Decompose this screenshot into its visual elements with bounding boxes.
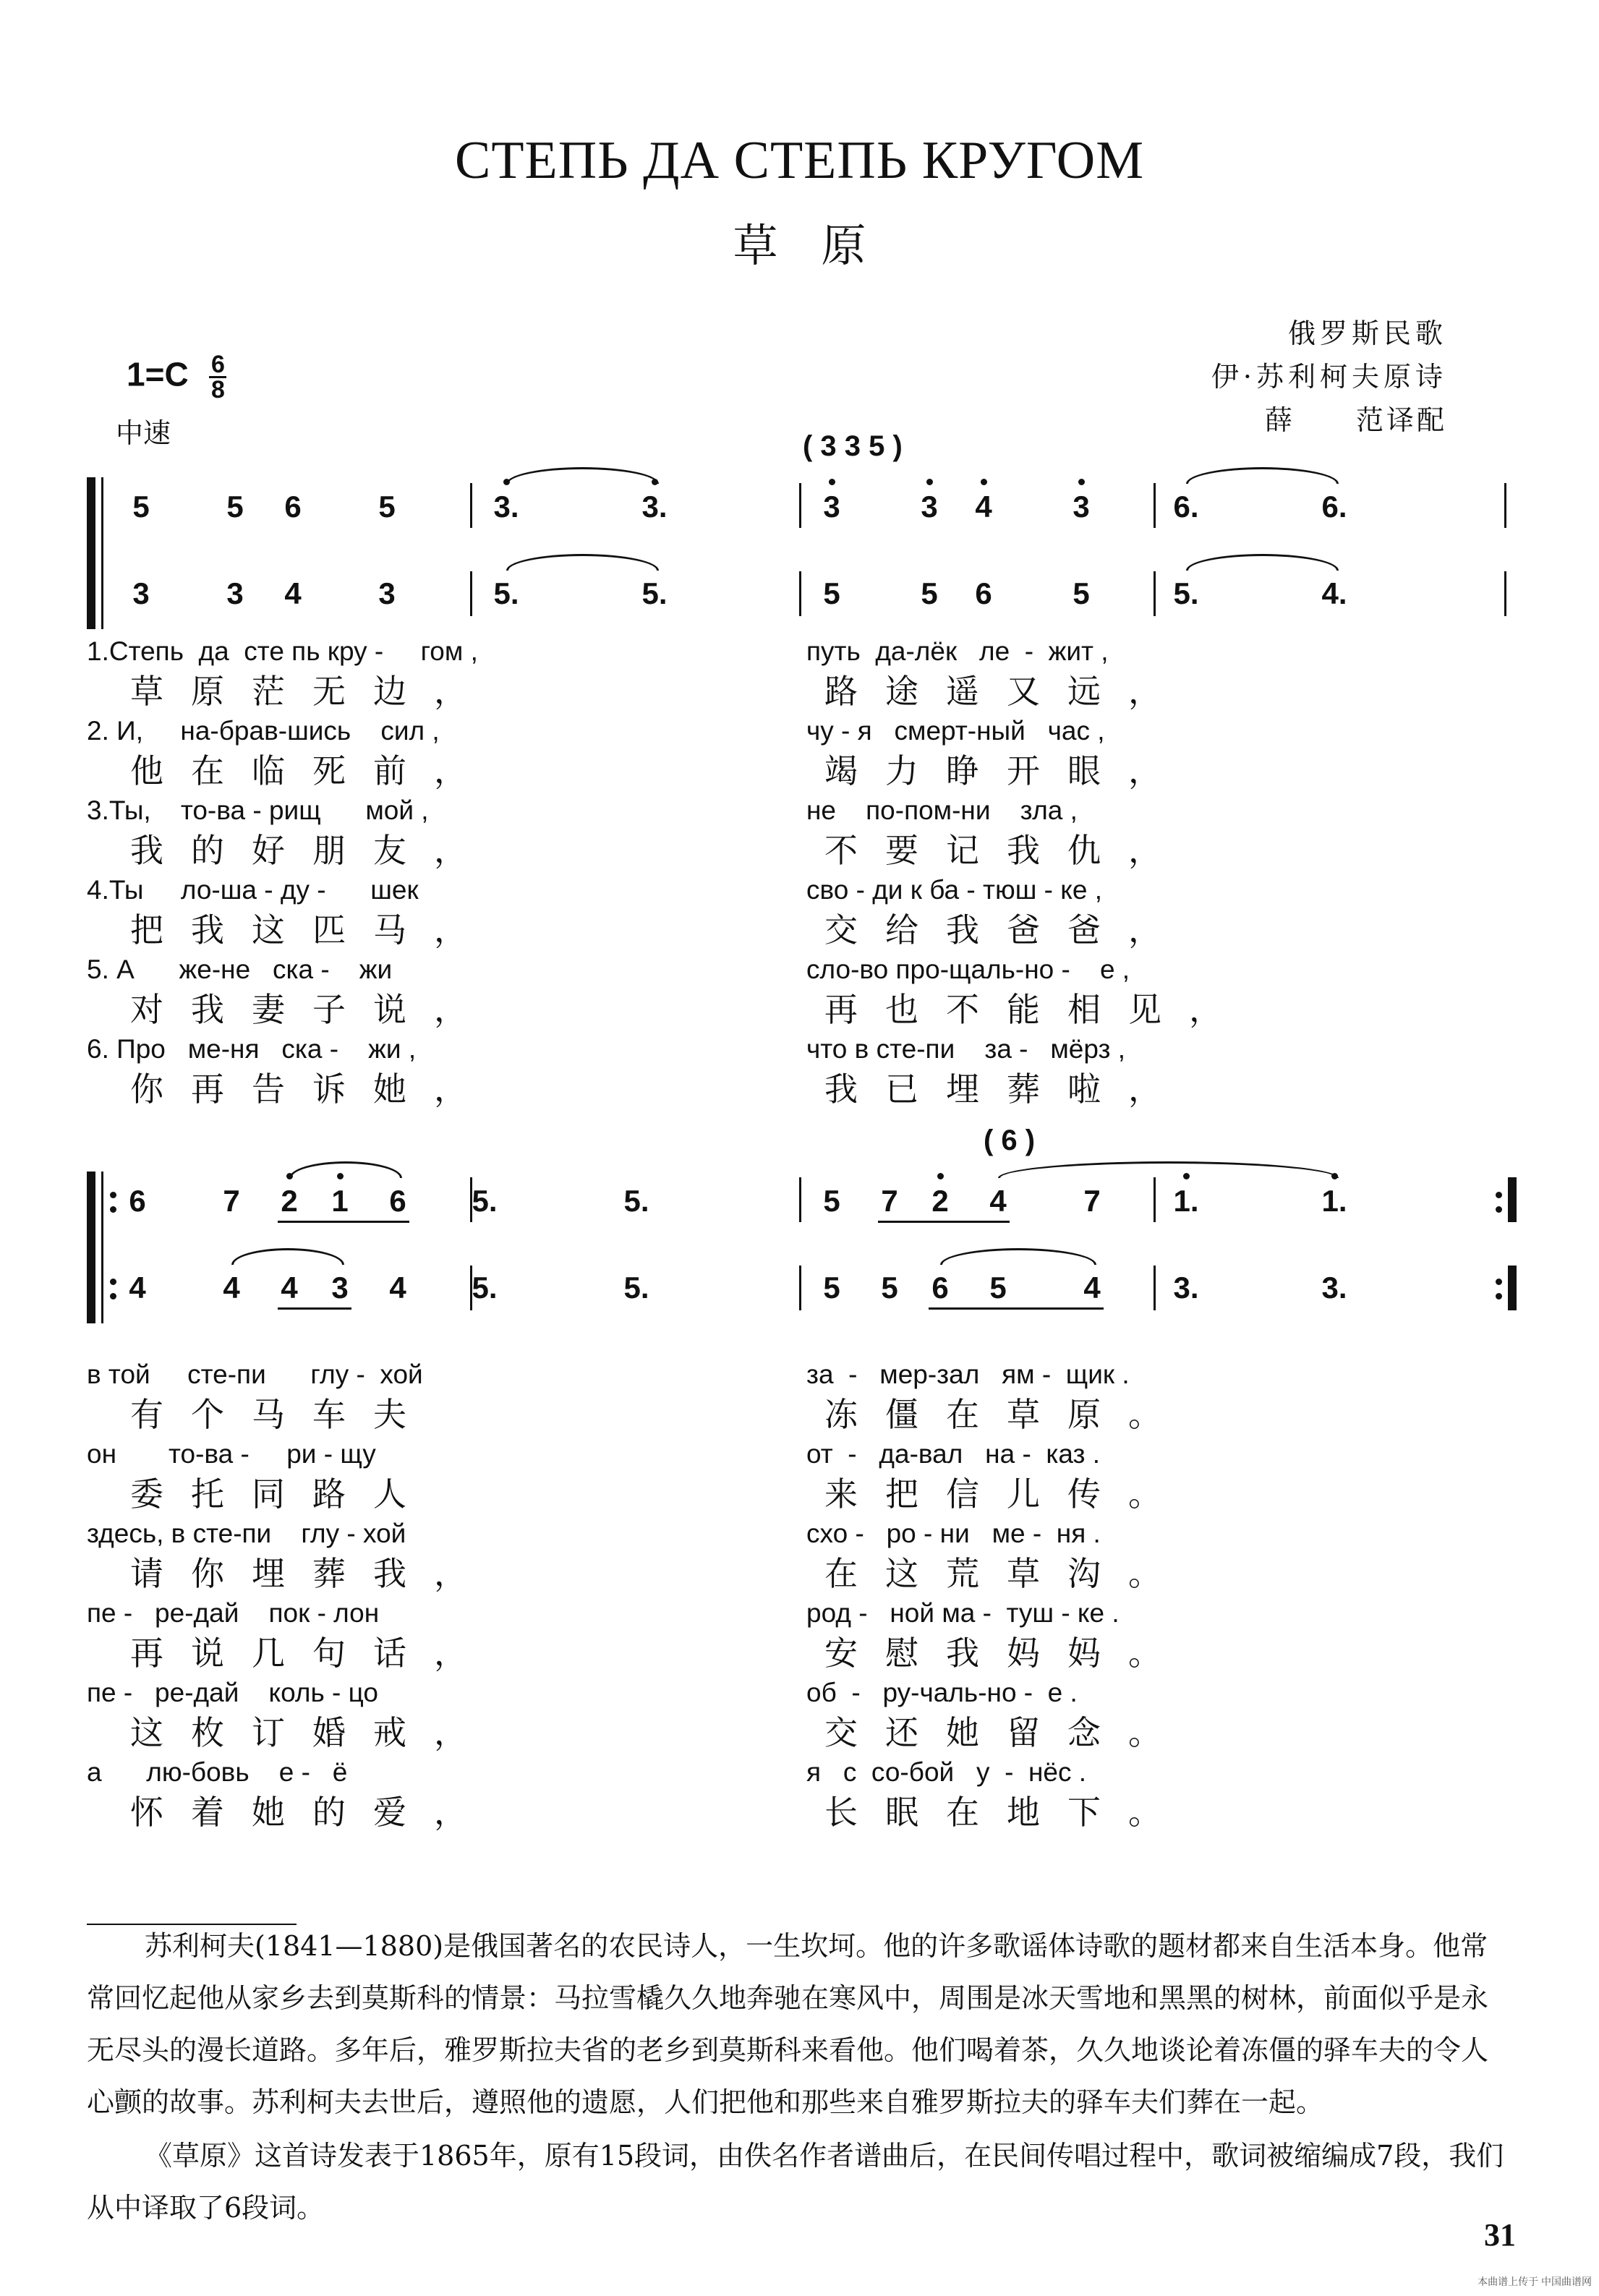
upper-note: 5	[226, 490, 244, 524]
key-signature: 1=C $\frac{6}{8}$	[127, 353, 226, 401]
lower-note: 3	[378, 576, 396, 610]
lower-note: 6	[931, 1271, 949, 1305]
lower-note: 4	[223, 1271, 240, 1305]
lyric-chinese-a: 他在临死前，	[130, 751, 495, 790]
footnote-paragraph-1: 苏利柯夫(1841—1880)是俄国著名的农民诗人，一生坎坷。他的许多歌谣体诗歌的题材都来自生活本身。他常常回忆起他从家乡去到莫斯科的情景：马拉雪橇久久地奔驰在寒风中，周围是冰天雪地和黑黑的树林，前面似乎是永无尽头的漫长道路。多年后，雅罗斯拉夫省的老乡到莫斯科来看他。他们喝着茶，久久地谈论着冻僵的驿车夫的令人心颤的故事。苏利柯夫去世后，遵照他的遗愿，人们把他和那些来自雅罗斯拉夫的驿车夫们葬在一起。	[87, 1930, 1489, 2118]
lyric-russian-a: в той сте-пи глу - хой	[87, 1360, 423, 1389]
lyric-chinese-a: 这枚订婚戒，	[130, 1713, 495, 1752]
lyric-chinese-a: 对我妻子说，	[130, 990, 495, 1029]
time-signature: $\frac{6}{8}$	[209, 353, 226, 401]
repeat-dot	[110, 1206, 116, 1213]
upper-note: 7	[881, 1184, 898, 1218]
lyric-russian-a: он то-ва - ри - щу	[87, 1439, 376, 1469]
lyric-chinese-b: 长眠在地下。	[824, 1793, 1189, 1832]
tie-arc	[1186, 554, 1339, 571]
beam-line	[278, 1307, 351, 1310]
octave-dot	[926, 479, 933, 485]
bar-line	[1154, 571, 1156, 616]
lower-note: 3	[331, 1271, 349, 1305]
bar-line	[1504, 483, 1506, 528]
lyric-russian-b: путь да-лёк ле - жит ,	[806, 636, 1109, 666]
beam-line	[278, 1221, 409, 1223]
octave-dot	[1078, 479, 1085, 485]
bar-line	[799, 571, 801, 616]
repeat-dot	[1496, 1279, 1502, 1285]
lyric-russian-b: что в сте-пи за - мёрз ,	[806, 1034, 1126, 1064]
upper-note: 6	[284, 490, 302, 524]
lower-note: 5	[823, 576, 840, 610]
upper-note: 5.	[623, 1184, 649, 1218]
upper-note: 4	[975, 490, 992, 524]
lyric-chinese-b: 不要记我仇，	[824, 831, 1189, 870]
tie-arc	[940, 1248, 1096, 1265]
upper-note: 3.	[641, 490, 668, 524]
footnote-paragraph-2: 《草原》这首诗发表于1865年，原有15段词，由佚名作者谱曲后，在民间传唱过程中，歌词被缩编成7段，我们从中译取了6段词。	[87, 2140, 1504, 2224]
lower-note: 3	[226, 576, 244, 610]
lyric-russian-b: чу - я смерт-ный час ,	[806, 716, 1105, 746]
upper-note: 3.	[493, 490, 519, 524]
lower-note: 5.	[623, 1271, 649, 1305]
lyric-chinese-b: 在这荒草沟。	[824, 1554, 1189, 1593]
upper-note: 2	[931, 1184, 949, 1218]
lyric-chinese-a: 请你埋葬我，	[130, 1554, 495, 1593]
lyric-russian-a: 4.Ты ло-ша - ду - шек	[87, 875, 419, 905]
upper-note: 6	[129, 1184, 146, 1218]
lyric-chinese-b: 再也不能相见，	[824, 990, 1250, 1029]
lyric-chinese-a: 草原茫无边，	[130, 672, 495, 711]
upper-note: 3	[921, 490, 938, 524]
lower-note: 4.	[1321, 576, 1347, 610]
lyric-chinese-b: 来把信儿传。	[824, 1475, 1189, 1514]
lower-note: 5.	[493, 576, 519, 610]
upper-note: 6.	[1321, 490, 1347, 524]
lyric-chinese-a: 再说几句话，	[130, 1634, 495, 1673]
upper-note: 4	[989, 1184, 1007, 1218]
watermark: 本曲谱上传于 中国曲谱网	[1478, 2276, 1592, 2287]
final-bar	[1508, 1266, 1517, 1310]
lyric-chinese-b: 我已埋葬啦，	[824, 1070, 1189, 1109]
system-bracket	[87, 477, 95, 629]
credit-poet: 伊·苏利柯夫原诗	[1211, 361, 1447, 393]
lyric-russian-b: об - ру-чаль-но - е .	[806, 1678, 1078, 1707]
lyric-russian-a: 2. И, на-брав-шись сил ,	[87, 716, 440, 746]
lyric-russian-a: 1.Степь да сте пь кру - гом ,	[87, 636, 478, 666]
upper-note: 1	[331, 1184, 349, 1218]
repeat-dot	[110, 1293, 116, 1299]
lyric-russian-b: за - мер-зал ям - щик .	[806, 1360, 1130, 1389]
octave-dot	[937, 1173, 944, 1179]
alternate-notes: ( 3 3 5 )	[803, 430, 903, 462]
lower-note: 4	[284, 576, 302, 610]
lyric-chinese-a: 委托同路人	[130, 1475, 434, 1514]
lyric-russian-a: 6. Про ме-ня ска - жи ,	[87, 1034, 417, 1064]
tie-arc	[506, 467, 659, 484]
upper-note: 6	[389, 1184, 406, 1218]
tie-arc	[1186, 467, 1339, 484]
lyric-russian-b: я с со-бой у - нёс .	[806, 1757, 1087, 1787]
system-bracket-line	[101, 1172, 103, 1323]
upper-note: 5	[823, 1184, 840, 1218]
lyric-russian-a: пе - ре-дай коль - цо	[87, 1678, 378, 1707]
lyric-chinese-b: 冻僵在草原。	[824, 1395, 1189, 1434]
lyric-russian-a: а лю-бовь е - ё	[87, 1757, 348, 1787]
lyric-chinese-a: 怀着她的爱，	[130, 1793, 495, 1832]
song-subtitle: 草原	[733, 219, 910, 272]
upper-note: 5	[132, 490, 150, 524]
lower-note: 5.	[472, 1271, 498, 1305]
lyric-chinese-a: 我的好朋友，	[130, 831, 495, 870]
upper-note: 7	[1083, 1184, 1101, 1218]
repeat-dot	[110, 1192, 116, 1198]
upper-note: 3	[823, 490, 840, 524]
bar-line	[1504, 571, 1506, 616]
lower-note: 4	[389, 1271, 406, 1305]
lyric-chinese-b: 交给我爸爸，	[824, 910, 1189, 949]
upper-note: 5.	[472, 1184, 498, 1218]
upper-note: 3	[1073, 490, 1090, 524]
tempo-marking: 中速	[116, 417, 171, 449]
lower-note: 5	[823, 1271, 840, 1305]
lower-note: 4	[281, 1271, 298, 1305]
lyric-russian-b: сло-во про-щаль-но - е ,	[806, 955, 1130, 984]
upper-note: 7	[223, 1184, 240, 1218]
lyric-russian-b: род - ной ма - туш - ке .	[806, 1598, 1120, 1628]
beam-line	[878, 1221, 1010, 1223]
tie-arc	[231, 1248, 344, 1265]
lower-note: 3.	[1173, 1271, 1199, 1305]
lower-note: 6	[975, 576, 992, 610]
lower-note: 5	[881, 1271, 898, 1305]
lyric-russian-b: сво - ди к ба - тюш - ке ,	[806, 875, 1103, 905]
lower-note: 4	[129, 1271, 146, 1305]
tie-arc	[289, 1161, 402, 1178]
lyric-chinese-b: 交还她留念。	[824, 1713, 1189, 1752]
lower-note: 5.	[641, 576, 668, 610]
lyric-russian-b: не по-пом-ни зла ,	[806, 795, 1078, 825]
bar-line	[799, 1177, 801, 1222]
bar-line	[799, 1266, 801, 1310]
lyric-chinese-b: 路途遥又远，	[824, 672, 1189, 711]
repeat-dot	[1496, 1192, 1502, 1198]
lyric-russian-a: пе - ре-дай пок - лон	[87, 1598, 380, 1628]
system-bracket	[87, 1172, 95, 1323]
tie-arc	[998, 1161, 1339, 1178]
repeat-dot	[1496, 1293, 1502, 1299]
tie-arc	[506, 554, 659, 571]
bar-line	[470, 571, 472, 616]
repeat-dot	[1496, 1206, 1502, 1213]
lower-note: 3	[132, 576, 150, 610]
lower-note: 3.	[1321, 1271, 1347, 1305]
lower-note: 5	[921, 576, 938, 610]
lyric-chinese-b: 竭力睁开眼，	[824, 751, 1189, 790]
upper-note: 2	[281, 1184, 298, 1218]
final-bar	[1508, 1177, 1517, 1222]
bar-line	[1154, 1266, 1156, 1310]
lyric-chinese-b: 安慰我妈妈。	[824, 1634, 1189, 1673]
lower-note: 5.	[1173, 576, 1199, 610]
lyric-chinese-a: 你再告诉她，	[130, 1070, 495, 1109]
lyric-russian-b: от - да-вал на - каз .	[806, 1439, 1101, 1469]
lyric-chinese-a: 有个马车夫	[130, 1395, 434, 1434]
bar-line	[1154, 1177, 1156, 1222]
lower-note: 4	[1083, 1271, 1101, 1305]
alternate-notes: ( 6 )	[984, 1124, 1036, 1156]
song-title: СТЕПЬ ДА СТЕПЬ КРУГОМ	[454, 131, 1145, 190]
lyric-chinese-a: 把我这匹马，	[130, 910, 495, 949]
beam-line	[929, 1307, 1104, 1310]
upper-note: 1.	[1321, 1184, 1347, 1218]
upper-note: 5	[378, 490, 396, 524]
lyric-russian-a: здесь, в сте-пи глу - хой	[87, 1519, 406, 1548]
bar-line	[1154, 483, 1156, 528]
upper-note: 6.	[1173, 490, 1199, 524]
octave-dot	[829, 479, 835, 485]
system-bracket-line	[101, 477, 103, 629]
lyric-russian-a: 5. А же-не ска - жи	[87, 955, 393, 984]
bar-line	[470, 483, 472, 528]
upper-note: 1.	[1173, 1184, 1199, 1218]
repeat-dot	[110, 1279, 116, 1285]
octave-dot	[981, 479, 987, 485]
page-number: 31	[1484, 2217, 1516, 2253]
lyric-russian-b: схо - ро - ни ме - ня .	[806, 1519, 1101, 1548]
credit-translator: 薛 范译配	[1264, 404, 1447, 436]
lower-note: 5	[1073, 576, 1090, 610]
bar-line	[799, 483, 801, 528]
credit-origin: 俄罗斯民歌	[1287, 317, 1447, 349]
lower-note: 5	[989, 1271, 1007, 1305]
lyric-russian-a: 3.Ты, то-ва - рищ мой ,	[87, 795, 429, 825]
